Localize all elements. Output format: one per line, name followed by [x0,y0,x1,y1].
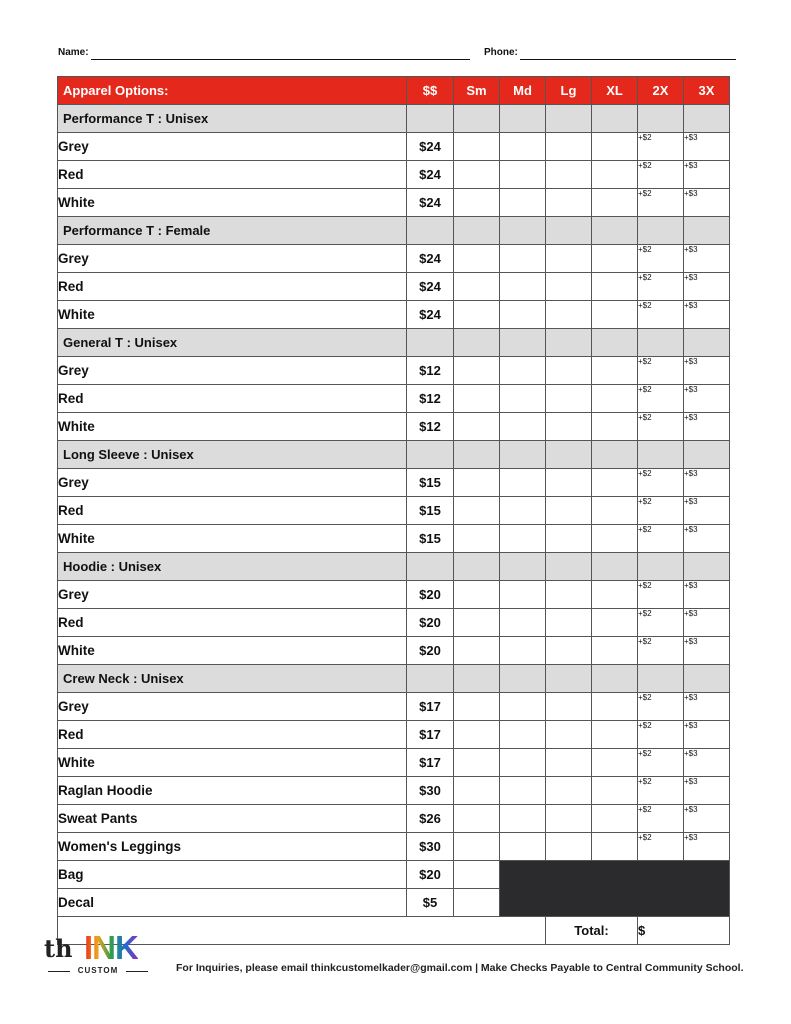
size-qty-cell[interactable] [592,777,638,805]
item-price: $17 [407,749,454,777]
table-row [58,833,730,861]
item-price: $20 [407,861,454,889]
group-header-row [58,329,730,357]
table-row [58,385,730,413]
size-qty-cell[interactable] [592,805,638,833]
size-qty-cell[interactable] [500,693,546,721]
size-3x-cell[interactable]: +$3 [684,161,730,189]
size-qty-cell[interactable] [500,357,546,385]
size-qty-cell[interactable] [454,273,500,301]
size-qty-cell[interactable] [454,497,500,525]
table-row [58,161,730,189]
size-3x-cell[interactable]: +$3 [684,469,730,497]
item-price: $5 [407,889,454,917]
group-title: General T : Unisex [58,329,407,357]
group-empty-cell [684,217,730,245]
group-empty-cell [407,105,454,133]
size-3x-cell[interactable]: +$3 [684,749,730,777]
size-qty-cell[interactable] [454,777,500,805]
customer-info-header [58,44,736,64]
item-name: Grey [58,133,407,161]
size-qty-cell[interactable] [500,469,546,497]
size-qty-cell[interactable] [592,189,638,217]
group-empty-cell [592,441,638,469]
table-row [58,749,730,777]
group-empty-cell [638,329,684,357]
item-name: Women's Leggings [58,833,407,861]
logo-ink-text: INK [84,929,138,966]
item-price: $24 [407,245,454,273]
size-qty-cell[interactable] [592,357,638,385]
size-qty-cell[interactable] [592,525,638,553]
size-qty-cell[interactable] [454,301,500,329]
size-qty-cell[interactable] [592,497,638,525]
size-qty-cell[interactable] [592,245,638,273]
size-2x-cell[interactable]: +$2 [638,161,684,189]
size-qty-cell[interactable] [546,161,592,189]
size-qty-cell[interactable] [592,301,638,329]
size-2x-cell[interactable]: +$2 [638,637,684,665]
size-3x-cell[interactable]: +$3 [684,581,730,609]
size-qty-cell[interactable] [592,749,638,777]
size-qty-cell[interactable] [546,301,592,329]
size-2x-cell[interactable]: +$2 [638,749,684,777]
size-2x-cell[interactable]: +$2 [638,581,684,609]
size-qty-cell[interactable] [454,805,500,833]
table-row [58,805,730,833]
size-qty-cell[interactable] [592,469,638,497]
size-qty-cell[interactable] [454,609,500,637]
size-3x-cell[interactable]: +$3 [684,525,730,553]
column-header: 3X [684,77,730,105]
table-row [58,609,730,637]
size-qty-cell[interactable] [454,357,500,385]
phone-label: Phone: [484,47,518,58]
size-qty-cell[interactable] [546,525,592,553]
column-header: XL [592,77,638,105]
size-3x-cell[interactable]: +$3 [684,189,730,217]
size-qty-cell[interactable] [500,525,546,553]
group-empty-cell [407,553,454,581]
size-3x-cell[interactable]: +$3 [684,609,730,637]
size-qty-cell[interactable] [592,833,638,861]
table-header-row [58,77,730,105]
item-price: $24 [407,189,454,217]
group-header-row [58,105,730,133]
group-empty-cell [638,105,684,133]
size-2x-cell[interactable]: +$2 [638,413,684,441]
group-empty-cell [638,553,684,581]
item-price: $15 [407,497,454,525]
qty-cell[interactable] [454,861,500,889]
size-qty-cell[interactable] [500,413,546,441]
group-empty-cell [684,441,730,469]
size-qty-cell[interactable] [546,581,592,609]
size-3x-cell[interactable]: +$3 [684,133,730,161]
size-qty-cell[interactable] [454,693,500,721]
size-3x-cell[interactable]: +$3 [684,777,730,805]
size-qty-cell[interactable] [454,469,500,497]
size-qty-cell[interactable] [592,609,638,637]
size-qty-cell[interactable] [500,833,546,861]
size-qty-cell[interactable] [546,749,592,777]
size-2x-cell[interactable]: +$2 [638,497,684,525]
size-qty-cell[interactable] [500,637,546,665]
item-name: Red [58,385,407,413]
item-name: Red [58,161,407,189]
size-3x-cell[interactable]: +$3 [684,833,730,861]
item-price: $30 [407,833,454,861]
item-price: $12 [407,385,454,413]
size-qty-cell[interactable] [500,133,546,161]
size-qty-cell[interactable] [546,637,592,665]
group-empty-cell [500,553,546,581]
group-empty-cell [500,441,546,469]
item-price: $30 [407,777,454,805]
size-3x-cell[interactable]: +$3 [684,301,730,329]
item-price: $20 [407,581,454,609]
item-name: Grey [58,245,407,273]
size-2x-cell[interactable]: +$2 [638,525,684,553]
size-3x-cell[interactable]: +$3 [684,497,730,525]
size-3x-cell[interactable]: +$3 [684,805,730,833]
size-qty-cell[interactable] [454,133,500,161]
table-row [58,413,730,441]
total-label: Total: [546,917,638,945]
column-header: Apparel Options: [58,77,407,105]
item-name: Red [58,721,407,749]
item-price: $24 [407,133,454,161]
size-qty-cell[interactable] [454,525,500,553]
group-empty-cell [546,553,592,581]
item-name: White [58,301,407,329]
group-title: Long Sleeve : Unisex [58,441,407,469]
group-title: Performance T : Female [58,217,407,245]
size-qty-cell[interactable] [546,133,592,161]
group-empty-cell [592,665,638,693]
size-qty-cell[interactable] [500,245,546,273]
group-empty-cell [592,553,638,581]
group-title: Crew Neck : Unisex [58,665,407,693]
item-price: $15 [407,469,454,497]
item-name: White [58,525,407,553]
group-empty-cell [454,665,500,693]
group-empty-cell [684,105,730,133]
item-name: Red [58,497,407,525]
size-qty-cell[interactable] [546,245,592,273]
size-2x-cell[interactable]: +$2 [638,301,684,329]
item-price: $15 [407,525,454,553]
group-title: Performance T : Unisex [58,105,407,133]
table-row [58,469,730,497]
size-qty-cell[interactable] [546,721,592,749]
size-qty-cell[interactable] [454,749,500,777]
name-label: Name: [58,47,89,58]
logo-custom-text: CUSTOM [46,966,150,975]
item-name: Red [58,273,407,301]
size-2x-cell[interactable]: +$2 [638,273,684,301]
footer-inquiries: For Inquiries, please email thinkcustomelkader@gmail.com | Make Checks Payable to Central Community School. [176,962,744,974]
size-2x-cell[interactable]: +$2 [638,833,684,861]
size-qty-cell[interactable] [500,777,546,805]
group-empty-cell [546,217,592,245]
size-qty-cell[interactable] [454,581,500,609]
table-row [58,133,730,161]
table-row [58,721,730,749]
table-row [58,693,730,721]
total-row [58,917,730,945]
size-qty-cell[interactable] [592,637,638,665]
size-2x-cell[interactable]: +$2 [638,245,684,273]
size-qty-cell[interactable] [546,273,592,301]
column-header: Lg [546,77,592,105]
item-price: $17 [407,721,454,749]
group-empty-cell [500,105,546,133]
group-empty-cell [454,329,500,357]
size-3x-cell[interactable]: +$3 [684,357,730,385]
group-empty-cell [592,217,638,245]
size-2x-cell[interactable]: +$2 [638,609,684,637]
group-header-row [58,217,730,245]
item-price: $12 [407,357,454,385]
qty-cell[interactable] [454,889,500,917]
size-qty-cell[interactable] [454,189,500,217]
size-qty-cell[interactable] [454,161,500,189]
group-empty-cell [546,665,592,693]
size-2x-cell[interactable]: +$2 [638,805,684,833]
item-price: $24 [407,273,454,301]
group-title: Hoodie : Unisex [58,553,407,581]
size-3x-cell[interactable]: +$3 [684,413,730,441]
size-qty-cell[interactable] [592,721,638,749]
group-empty-cell [500,217,546,245]
size-qty-cell[interactable] [546,609,592,637]
think-custom-logo [44,930,156,978]
size-3x-cell[interactable]: +$3 [684,721,730,749]
size-qty-cell[interactable] [500,161,546,189]
item-name: Grey [58,581,407,609]
size-qty-cell[interactable] [454,245,500,273]
size-qty-cell[interactable] [500,749,546,777]
group-empty-cell [454,217,500,245]
size-2x-cell[interactable]: +$2 [638,469,684,497]
item-name: White [58,749,407,777]
item-price: $12 [407,413,454,441]
size-qty-cell[interactable] [546,833,592,861]
item-name: Grey [58,693,407,721]
table-row [58,861,730,889]
size-qty-cell[interactable] [546,693,592,721]
group-empty-cell [546,105,592,133]
table-row [58,497,730,525]
size-3x-cell[interactable]: +$3 [684,693,730,721]
size-qty-cell[interactable] [454,637,500,665]
group-empty-cell [454,553,500,581]
size-qty-cell[interactable] [592,161,638,189]
group-empty-cell [638,441,684,469]
size-qty-cell[interactable] [454,833,500,861]
group-empty-cell [407,217,454,245]
size-qty-cell[interactable] [546,777,592,805]
group-empty-cell [454,441,500,469]
size-qty-cell[interactable] [592,693,638,721]
table-row [58,245,730,273]
table-row [58,525,730,553]
size-qty-cell[interactable] [500,301,546,329]
phone-field[interactable] [520,59,736,60]
size-3x-cell[interactable]: +$3 [684,273,730,301]
group-empty-cell [454,105,500,133]
column-header: $$ [407,77,454,105]
size-qty-cell[interactable] [546,805,592,833]
total-value-field[interactable]: $ [638,917,730,945]
size-qty-cell[interactable] [500,609,546,637]
size-2x-cell[interactable]: +$2 [638,133,684,161]
group-empty-cell [592,329,638,357]
size-qty-cell[interactable] [546,357,592,385]
name-field[interactable] [91,59,470,60]
table-row [58,777,730,805]
table-row [58,581,730,609]
item-name: Red [58,609,407,637]
group-empty-cell [546,329,592,357]
item-name: Sweat Pants [58,805,407,833]
size-qty-cell[interactable] [500,581,546,609]
table-row [58,357,730,385]
group-empty-cell [407,441,454,469]
table-row [58,189,730,217]
size-3x-cell[interactable]: +$3 [684,245,730,273]
table-row [58,273,730,301]
item-name: Decal [58,889,407,917]
column-header: 2X [638,77,684,105]
logo-th-text: th [44,934,73,963]
size-qty-cell[interactable] [592,133,638,161]
item-name: Grey [58,357,407,385]
size-qty-cell[interactable] [454,413,500,441]
group-empty-cell [638,217,684,245]
column-header: Md [500,77,546,105]
table-row [58,301,730,329]
size-qty-cell[interactable] [454,721,500,749]
group-empty-cell [684,665,730,693]
size-qty-cell[interactable] [592,385,638,413]
size-qty-cell[interactable] [592,413,638,441]
item-price: $20 [407,609,454,637]
size-qty-cell[interactable] [546,413,592,441]
size-3x-cell[interactable]: +$3 [684,637,730,665]
size-2x-cell[interactable]: +$2 [638,693,684,721]
item-name: White [58,413,407,441]
item-name: Bag [58,861,407,889]
size-2x-cell[interactable]: +$2 [638,721,684,749]
item-name: White [58,637,407,665]
item-price: $20 [407,637,454,665]
size-qty-cell[interactable] [546,469,592,497]
group-empty-cell [546,441,592,469]
group-empty-cell [407,329,454,357]
size-qty-cell[interactable] [592,273,638,301]
size-qty-cell[interactable] [592,581,638,609]
size-qty-cell[interactable] [454,385,500,413]
column-header: Sm [454,77,500,105]
size-3x-cell[interactable]: +$3 [684,385,730,413]
item-name: Raglan Hoodie [58,777,407,805]
group-empty-cell [684,329,730,357]
size-qty-cell[interactable] [500,385,546,413]
apparel-order-table [57,76,730,945]
group-header-row [58,553,730,581]
size-2x-cell[interactable]: +$2 [638,385,684,413]
group-empty-cell [407,665,454,693]
group-header-row [58,665,730,693]
size-qty-cell[interactable] [500,721,546,749]
size-2x-cell[interactable]: +$2 [638,357,684,385]
item-price: $17 [407,693,454,721]
group-empty-cell [638,665,684,693]
size-qty-cell[interactable] [500,805,546,833]
group-header-row [58,441,730,469]
size-qty-cell[interactable] [546,497,592,525]
size-qty-cell[interactable] [500,189,546,217]
disabled-block [500,861,730,917]
size-2x-cell[interactable]: +$2 [638,777,684,805]
group-empty-cell [684,553,730,581]
item-price: $24 [407,161,454,189]
size-qty-cell[interactable] [500,273,546,301]
group-empty-cell [592,105,638,133]
size-2x-cell[interactable]: +$2 [638,189,684,217]
item-price: $24 [407,301,454,329]
item-name: White [58,189,407,217]
group-empty-cell [500,329,546,357]
table-row [58,637,730,665]
size-qty-cell[interactable] [500,497,546,525]
item-price: $26 [407,805,454,833]
item-name: Grey [58,469,407,497]
size-qty-cell[interactable] [546,385,592,413]
group-empty-cell [500,665,546,693]
size-qty-cell[interactable] [546,189,592,217]
